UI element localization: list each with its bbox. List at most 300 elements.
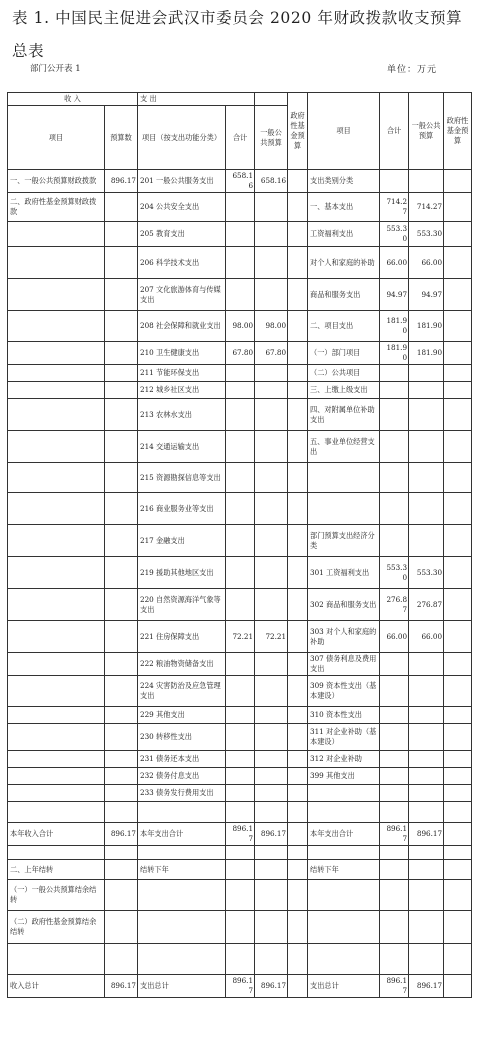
table-cell-j — [444, 247, 472, 279]
table-cell-c: 204 公共安全支出 — [138, 193, 226, 222]
table-cell-j — [444, 193, 472, 222]
table-row — [8, 247, 472, 279]
table-cell-f — [288, 493, 308, 525]
table-row — [8, 724, 472, 751]
table-cell-e — [255, 944, 288, 975]
table-cell-c — [138, 846, 226, 860]
econ-item-header: 项目 — [308, 93, 380, 170]
table-cell-a — [8, 365, 105, 382]
table-cell-c: 229 其他支出 — [138, 707, 226, 724]
table-cell-f — [288, 463, 308, 493]
table-row — [8, 880, 472, 911]
table-cell-d — [226, 785, 255, 802]
table-cell-h — [380, 676, 409, 707]
table-cell-d — [226, 279, 255, 311]
table-cell-h — [380, 768, 409, 785]
table-cell-e: 67.80 — [255, 342, 288, 365]
top-header-row — [8, 93, 472, 106]
table-cell-c — [138, 802, 226, 823]
table-cell-e — [255, 589, 288, 621]
table-cell-f — [288, 846, 308, 860]
table-cell-c: 212 城乡社区支出 — [138, 382, 226, 399]
table-cell-j — [444, 707, 472, 724]
table-cell-j — [444, 802, 472, 823]
table-row — [8, 944, 472, 975]
table-cell-e — [255, 193, 288, 222]
table-cell-i — [409, 365, 444, 382]
table-cell-d: 72.21 — [226, 621, 255, 653]
table-cell-g: 五、事业单位经营支出 — [308, 431, 380, 463]
table-cell-e — [255, 751, 288, 768]
table-cell-a — [8, 382, 105, 399]
table-cell-i — [409, 431, 444, 463]
table-cell-h — [380, 431, 409, 463]
table-cell-d — [226, 222, 255, 247]
table-cell-b — [105, 676, 138, 707]
table-cell-d — [226, 431, 255, 463]
table-cell-g: 三、上缴上级支出 — [308, 382, 380, 399]
table-cell-a: （一）一般公共预算结余结转 — [8, 880, 105, 911]
table-row — [8, 975, 472, 998]
table-cell-a — [8, 525, 105, 557]
table-cell-c: 224 灾害防治及应急管理支出 — [138, 676, 226, 707]
table-row — [8, 431, 472, 463]
table-row — [8, 399, 472, 431]
table-cell-a — [8, 785, 105, 802]
table-cell-i — [409, 707, 444, 724]
total2-header: 合计 — [380, 93, 409, 170]
table-cell-b — [105, 311, 138, 342]
table-cell-j — [444, 311, 472, 342]
table-cell-b — [105, 653, 138, 676]
table-cell-h: 181.90 — [380, 342, 409, 365]
table-cell-g: 支出总计 — [308, 975, 380, 998]
table-cell-d: 896.17 — [226, 823, 255, 846]
table-cell-j — [444, 525, 472, 557]
table-cell-h — [380, 802, 409, 823]
table-cell-h: 896.17 — [380, 975, 409, 998]
table-cell-g: （二）公共项目 — [308, 365, 380, 382]
table-cell-f — [288, 802, 308, 823]
table-cell-e — [255, 247, 288, 279]
table-cell-c: 支出总计 — [138, 975, 226, 998]
table-cell-c: 219 援助其他地区支出 — [138, 557, 226, 589]
table-cell-j — [444, 463, 472, 493]
table-cell-a: 本年收入合计 — [8, 823, 105, 846]
unit-label: 单位：万元 — [387, 65, 438, 75]
table-cell-h — [380, 944, 409, 975]
table-cell-f — [288, 621, 308, 653]
table-cell-i — [409, 463, 444, 493]
table-cell-c — [138, 944, 226, 975]
table-cell-a — [8, 247, 105, 279]
table-cell-i — [409, 944, 444, 975]
table-cell-i — [409, 724, 444, 751]
table-cell-f — [288, 724, 308, 751]
table-cell-e — [255, 365, 288, 382]
table-cell-f — [288, 975, 308, 998]
table-cell-g — [308, 493, 380, 525]
table-cell-f — [288, 247, 308, 279]
func-item-header: 项目（按支出功能分类） — [138, 106, 226, 170]
table-cell-c: 232 债务付息支出 — [138, 768, 226, 785]
table-cell-b — [105, 751, 138, 768]
table-cell-f — [288, 399, 308, 431]
table-cell-i — [409, 170, 444, 193]
table-cell-f — [288, 751, 308, 768]
table-cell-f — [288, 365, 308, 382]
table-cell-g: 309 资本性支出（基本建设） — [308, 676, 380, 707]
table-cell-e — [255, 707, 288, 724]
table-cell-h — [380, 399, 409, 431]
table-cell-g — [308, 911, 380, 944]
table-cell-i — [409, 382, 444, 399]
table-cell-g: 结转下年 — [308, 860, 380, 880]
table-cell-d: 67.80 — [226, 342, 255, 365]
table-cell-f — [288, 382, 308, 399]
table-cell-g: 商品和服务支出 — [308, 279, 380, 311]
table-cell-e — [255, 802, 288, 823]
table-cell-a — [8, 768, 105, 785]
table-cell-i: 896.17 — [409, 975, 444, 998]
table-cell-c: 205 教育支出 — [138, 222, 226, 247]
table-row — [8, 170, 472, 193]
table-cell-j — [444, 382, 472, 399]
table-cell-e — [255, 860, 288, 880]
table-cell-b — [105, 222, 138, 247]
table-cell-c: 本年支出合计 — [138, 823, 226, 846]
table-cell-h — [380, 365, 409, 382]
table-cell-g: 307 债务利息及费用支出 — [308, 653, 380, 676]
table-cell-c: 207 文化旅游体育与传媒支出 — [138, 279, 226, 311]
table-cell-f — [288, 342, 308, 365]
budget-header: 预算数 — [105, 106, 138, 170]
table-cell-e — [255, 493, 288, 525]
table-cell-f — [288, 279, 308, 311]
table-cell-h: 66.00 — [380, 247, 409, 279]
table-cell-f — [288, 944, 308, 975]
table-cell-j — [444, 493, 472, 525]
table-cell-c: 214 交通运输支出 — [138, 431, 226, 463]
table-cell-f — [288, 525, 308, 557]
table-cell-c: 231 债务还本支出 — [138, 751, 226, 768]
table-cell-d — [226, 802, 255, 823]
table-cell-b: 896.17 — [105, 170, 138, 193]
table-cell-c: 216 商业服务业等支出 — [138, 493, 226, 525]
table-cell-b — [105, 382, 138, 399]
table-cell-a — [8, 311, 105, 342]
table-cell-i: 276.87 — [409, 589, 444, 621]
table-cell-e — [255, 880, 288, 911]
table-cell-j — [444, 676, 472, 707]
table-cell-f — [288, 311, 308, 342]
table-row — [8, 342, 472, 365]
dept-label: 部门公开表 1 — [30, 64, 81, 74]
table-row — [8, 802, 472, 823]
table-cell-g: 301 工资福利支出 — [308, 557, 380, 589]
table-cell-c: 221 住房保障支出 — [138, 621, 226, 653]
table-row — [8, 785, 472, 802]
table-cell-a — [8, 802, 105, 823]
table-cell-g — [308, 802, 380, 823]
table-cell-d — [226, 944, 255, 975]
table-cell-d — [226, 751, 255, 768]
table-row — [8, 463, 472, 493]
table-cell-g — [308, 944, 380, 975]
table-cell-e — [255, 768, 288, 785]
table-cell-a: 一、一般公共预算财政拨款 — [8, 170, 105, 193]
table-cell-h: 276.87 — [380, 589, 409, 621]
table-cell-h — [380, 463, 409, 493]
table-cell-h — [380, 724, 409, 751]
table-cell-d — [226, 911, 255, 944]
table-cell-b — [105, 846, 138, 860]
table-cell-f — [288, 557, 308, 589]
table-row — [8, 589, 472, 621]
table-cell-a — [8, 589, 105, 621]
table-row — [8, 365, 472, 382]
table-cell-d — [226, 399, 255, 431]
table-cell-c: 217 金融支出 — [138, 525, 226, 557]
item-header: 项目 — [8, 106, 105, 170]
table-cell-e: 98.00 — [255, 311, 288, 342]
table-cell-j — [444, 880, 472, 911]
table-row — [8, 846, 472, 860]
table-cell-d — [226, 846, 255, 860]
table-cell-j — [444, 279, 472, 311]
table-cell-e — [255, 463, 288, 493]
table-cell-c: 215 资源勘探信息等支出 — [138, 463, 226, 493]
table-cell-f — [288, 911, 308, 944]
table-cell-f — [288, 170, 308, 193]
table-cell-a — [8, 676, 105, 707]
table-cell-a — [8, 399, 105, 431]
table-cell-h — [380, 653, 409, 676]
table-cell-g: （一）部门项目 — [308, 342, 380, 365]
table-cell-b — [105, 944, 138, 975]
table-cell-i — [409, 676, 444, 707]
table-cell-c: 结转下年 — [138, 860, 226, 880]
table-cell-d: 98.00 — [226, 311, 255, 342]
table-cell-h — [380, 911, 409, 944]
table-cell-b — [105, 399, 138, 431]
table-cell-e: 658.16 — [255, 170, 288, 193]
table-cell-g — [308, 785, 380, 802]
table-cell-h — [380, 751, 409, 768]
table-cell-e — [255, 399, 288, 431]
table-row — [8, 279, 472, 311]
table-cell-d — [226, 463, 255, 493]
table-cell-d — [226, 365, 255, 382]
table-cell-e: 72.21 — [255, 621, 288, 653]
table-row — [8, 557, 472, 589]
table-cell-g: 二、项目支出 — [308, 311, 380, 342]
table-cell-a — [8, 279, 105, 311]
table-cell-d — [226, 653, 255, 676]
page-title: 表 1. 中国民主促进会武汉市委员会 2020 年财政拨款收支预算总表 — [12, 9, 463, 60]
table-cell-c: 233 债务发行费用支出 — [138, 785, 226, 802]
table-cell-e — [255, 222, 288, 247]
table-cell-g: 部门预算支出经济分类 — [308, 525, 380, 557]
table-cell-g — [308, 880, 380, 911]
table-row — [8, 525, 472, 557]
table-cell-e — [255, 911, 288, 944]
table-cell-a — [8, 846, 105, 860]
table-cell-g: 四、对附属单位补助支出 — [308, 399, 380, 431]
table-cell-a — [8, 707, 105, 724]
table-cell-b — [105, 365, 138, 382]
table-cell-b — [105, 589, 138, 621]
table-cell-a — [8, 621, 105, 653]
table-cell-g: 302 商品和服务支出 — [308, 589, 380, 621]
table-cell-d — [226, 707, 255, 724]
table-row — [8, 311, 472, 342]
table-cell-g: 对个人和家庭的补助 — [308, 247, 380, 279]
table-cell-h: 714.27 — [380, 193, 409, 222]
table-cell-a — [8, 431, 105, 463]
table-cell-g — [308, 846, 380, 860]
table-cell-h — [380, 707, 409, 724]
table-cell-i — [409, 860, 444, 880]
table-cell-d — [226, 525, 255, 557]
table-cell-b — [105, 785, 138, 802]
table-row — [8, 768, 472, 785]
table-cell-g — [308, 463, 380, 493]
table-cell-f — [288, 676, 308, 707]
table-cell-i — [409, 751, 444, 768]
table-cell-e — [255, 431, 288, 463]
table-cell-i — [409, 653, 444, 676]
table-cell-i — [409, 525, 444, 557]
table-cell-a — [8, 944, 105, 975]
table-cell-d — [226, 193, 255, 222]
table-row — [8, 193, 472, 222]
table-cell-a: 二、政府性基金预算财政拨款 — [8, 193, 105, 222]
table-cell-i — [409, 880, 444, 911]
table-cell-f — [288, 823, 308, 846]
table-cell-d — [226, 724, 255, 751]
budget-table — [7, 92, 472, 998]
table-cell-f — [288, 768, 308, 785]
table-cell-e: 896.17 — [255, 823, 288, 846]
table-cell-i — [409, 911, 444, 944]
table-cell-j — [444, 860, 472, 880]
table-cell-a — [8, 342, 105, 365]
table-cell-c: 230 转移性支出 — [138, 724, 226, 751]
table-cell-d: 658.16 — [226, 170, 255, 193]
table-cell-j — [444, 589, 472, 621]
table-cell-b — [105, 463, 138, 493]
table-cell-j — [444, 653, 472, 676]
table-cell-e — [255, 676, 288, 707]
table-cell-c: 210 卫生健康支出 — [138, 342, 226, 365]
table-cell-i: 181.90 — [409, 311, 444, 342]
table-cell-d — [226, 860, 255, 880]
table-cell-i: 896.17 — [409, 823, 444, 846]
table-cell-j — [444, 846, 472, 860]
table-cell-i: 181.90 — [409, 342, 444, 365]
table-cell-a — [8, 751, 105, 768]
table-cell-e — [255, 279, 288, 311]
table-cell-e — [255, 382, 288, 399]
table-cell-g: 303 对个人和家庭的补助 — [308, 621, 380, 653]
table-cell-h — [380, 493, 409, 525]
table-cell-i: 66.00 — [409, 621, 444, 653]
table-cell-a: 二、上年结转 — [8, 860, 105, 880]
fund-header: 政府性基金预算 — [288, 93, 308, 170]
table-cell-d — [226, 880, 255, 911]
table-cell-c: 220 自然资源海洋气象等支出 — [138, 589, 226, 621]
table-cell-b — [105, 911, 138, 944]
table-cell-f — [288, 880, 308, 911]
table-cell-b — [105, 707, 138, 724]
table-cell-d — [226, 676, 255, 707]
table-cell-g: 本年支出合计 — [308, 823, 380, 846]
table-cell-g: 399 其他支出 — [308, 768, 380, 785]
table-cell-i — [409, 399, 444, 431]
table-cell-f — [288, 860, 308, 880]
table-cell-i: 553.30 — [409, 557, 444, 589]
table-cell-f — [288, 431, 308, 463]
table-cell-b — [105, 193, 138, 222]
table-cell-c: 213 农林水支出 — [138, 399, 226, 431]
table-cell-j — [444, 365, 472, 382]
table-cell-d — [226, 589, 255, 621]
table-cell-h — [380, 846, 409, 860]
table-cell-h — [380, 382, 409, 399]
table-cell-b — [105, 525, 138, 557]
table-cell-b: 896.17 — [105, 975, 138, 998]
table-cell-j — [444, 557, 472, 589]
table-cell-d — [226, 557, 255, 589]
table-cell-i — [409, 493, 444, 525]
table-cell-e — [255, 785, 288, 802]
table-cell-a — [8, 463, 105, 493]
table-row — [8, 676, 472, 707]
table-cell-i: 94.97 — [409, 279, 444, 311]
general-header: 一般公共预算 — [255, 106, 288, 170]
total-header: 合计 — [226, 106, 255, 170]
table-cell-d: 896.17 — [226, 975, 255, 998]
table-cell-d — [226, 382, 255, 399]
table-cell-h: 181.90 — [380, 311, 409, 342]
table-cell-c — [138, 880, 226, 911]
table-cell-f — [288, 193, 308, 222]
table-cell-b — [105, 279, 138, 311]
table-row — [8, 653, 472, 676]
table-cell-b — [105, 247, 138, 279]
table-cell-f — [288, 222, 308, 247]
table-cell-b — [105, 557, 138, 589]
table-cell-i: 66.00 — [409, 247, 444, 279]
table-cell-b — [105, 768, 138, 785]
table-cell-g: 一、基本支出 — [308, 193, 380, 222]
table-cell-i: 714.27 — [409, 193, 444, 222]
table-cell-b — [105, 724, 138, 751]
table-cell-i — [409, 785, 444, 802]
table-cell-c — [138, 911, 226, 944]
table-cell-h — [380, 170, 409, 193]
table-cell-j — [444, 944, 472, 975]
table-cell-i — [409, 768, 444, 785]
table-cell-d — [226, 247, 255, 279]
table-cell-h — [380, 880, 409, 911]
table-cell-e — [255, 724, 288, 751]
table-cell-j — [444, 975, 472, 998]
table-cell-a — [8, 557, 105, 589]
table-cell-c: 206 科学技术支出 — [138, 247, 226, 279]
table-cell-b — [105, 431, 138, 463]
